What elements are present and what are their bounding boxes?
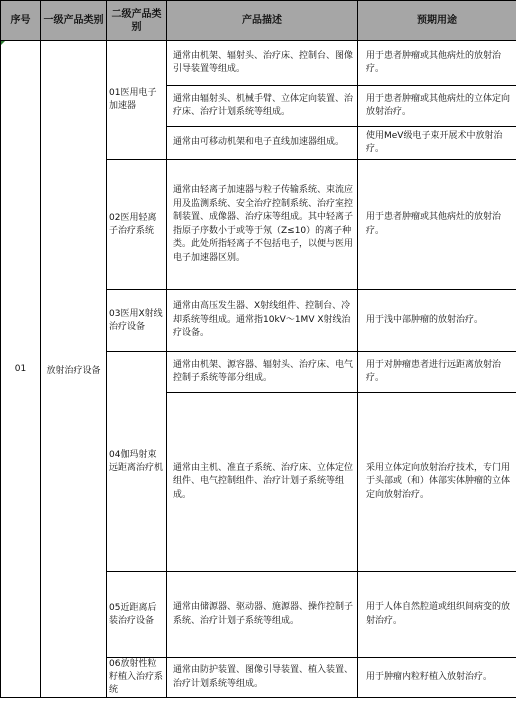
- level2-cell: 05近距离后装治疗设备: [107, 572, 167, 658]
- use-cell: 用于浅中部肿瘤的放射治疗。: [358, 290, 516, 352]
- use-cell: 用于人体自然腔道或组织间病变的放射治疗。: [358, 572, 516, 658]
- use-cell: 采用立体定向放射治疗技术，专门用于头部或（和）体部实体肿瘤的立体定向放射治疗。: [358, 393, 516, 572]
- header-desc: 产品描述: [167, 1, 358, 41]
- level2-cell: 03医用X射线治疗设备: [107, 290, 167, 352]
- desc-cell: 通常由储源器、驱动器、施源器、操作控制子系统、治疗计划子系统等组成。: [167, 572, 358, 658]
- use-cell: 用于患者肿瘤或其他病灶的放射治疗。: [358, 41, 516, 86]
- header-row: [1, 1, 516, 41]
- level2-cell: 01医用电子加速器: [107, 41, 167, 160]
- header-level1: 一级产品类别: [41, 1, 107, 41]
- level1-cell: 放射治疗设备: [41, 41, 107, 698]
- header-use: 预期用途: [358, 1, 516, 41]
- table-row: [1, 41, 516, 86]
- use-cell: 用于患者肿瘤或其他病灶的放射治疗。: [358, 160, 516, 290]
- desc-cell: 通常由轻离子加速器与粒子传输系统、束流应用及监测系统、安全治疗控制系统、治疗室控制装置、成像器、治疗床等组成。其中轻离子指原子序数小于或等于氖（Z≤10）的离子种类。此处所指轻离子不包括电子，以便与医用电子加速器区别。: [167, 160, 358, 290]
- desc-cell: 通常由高压发生器、X射线组件、控制台、冷却系统等组成。通常指10kV～1MV X射线治疗设备。: [167, 290, 358, 352]
- desc-cell: 通常由机架、源容器、辐射头、治疗床、电气控制子系统等部分组成。: [167, 352, 358, 393]
- desc-cell: 通常由机架、辐射头、治疗床、控制台、图像引导装置等组成。: [167, 41, 358, 86]
- use-cell: 使用MeV级电子束开展术中放射治疗。: [358, 127, 516, 160]
- desc-cell: 通常由辐射头、机械手臂、立体定向装置、治疗床、治疗计划系统等组成。: [167, 86, 358, 127]
- level2-cell: 06放射性粒籽植入治疗系统: [107, 658, 167, 698]
- seq-cell: 01: [1, 41, 41, 698]
- desc-cell: 通常由可移动机架和电子直线加速器组成。: [167, 127, 358, 160]
- desc-cell: 通常由防护装置、图像引导装置、植入装置、治疗计划系统等组成。: [167, 658, 358, 698]
- header-level2: 二级产品类别: [107, 1, 167, 41]
- cell-comment-marker: [1, 41, 5, 45]
- desc-cell: 通常由主机、准直子系统、治疗床、立体定位组件、电气控制组件、治疗计划子系统等组成。: [167, 393, 358, 572]
- header-seq: 序号: [1, 1, 41, 41]
- level2-cell: 02医用轻离子治疗系统: [107, 160, 167, 290]
- level2-cell: 04伽玛射束远距离治疗机: [107, 352, 167, 572]
- use-cell: 用于肿瘤内粒籽植入放射治疗。: [358, 658, 516, 698]
- use-cell: 用于患者肿瘤或其他病灶的立体定向放射治疗。: [358, 86, 516, 127]
- use-cell: 用于对肿瘤患者进行远距离放射治疗。: [358, 352, 516, 393]
